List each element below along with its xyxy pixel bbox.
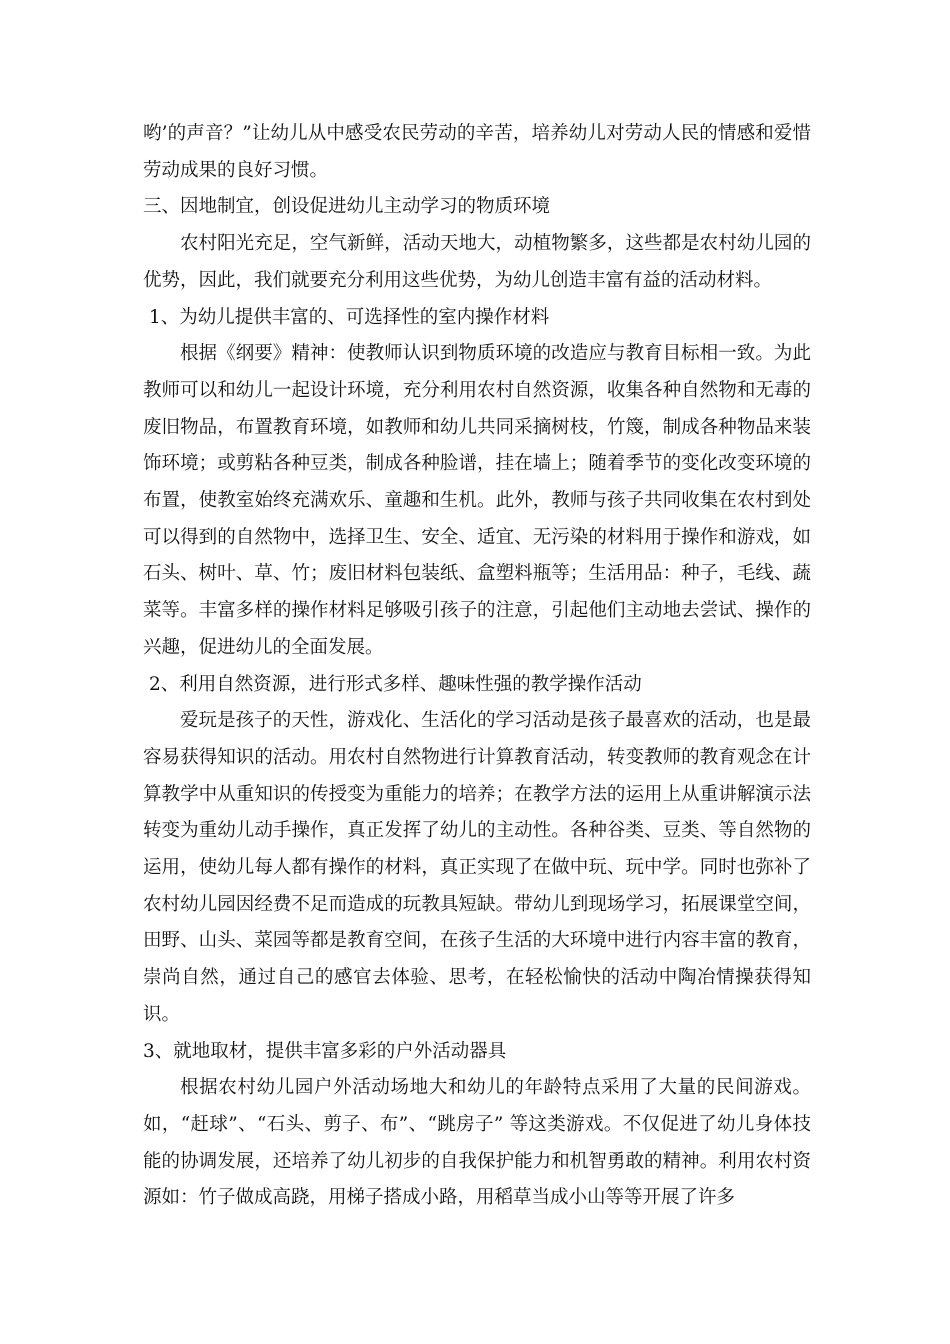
paragraph-natural-resources: 爱玩是孩子的天性，游戏化、生活化的学习活动是孩子最喜欢的活动，也是最容易获得知识的活动。用农村自然物进行计算教育活动，转变教师的教育观念在计算教学中从重知识的传授变为重能力的培养；在教学方法的运用上从重讲解演示法转变为重幼儿动手操作，真正发挥了幼儿的主动性。各种谷类、豆类、等自然物的运用，使幼儿每人都有操作的材料，真正实现了在做中玩、玩中学。同时也弥补了农村幼儿园因经费不足而造成的玩教具短缺。带幼儿到现场学习，拓展课堂空间，田野、山头、菜园等都是教育空间，在孩子生活的大环境中进行内容丰富的教育，崇尚自然，通过自己的感官去体验、思考，在轻松愉快的活动中陶冶情操获得知识。: [143, 710, 811, 1025]
subheading-1: 1、为幼儿提供丰富的、可选择性的室内操作材料: [149, 306, 550, 328]
paragraph-continued: 哟’的声音？”让幼儿从中感受农民劳动的辛苦，培养幼儿对劳动人民的情感和爱惜劳动成果的良好习惯。: [143, 123, 811, 181]
section-heading-3: 三、因地制宜，创设促进幼儿主动学习的物质环境: [143, 196, 551, 218]
paragraph-intro: 农村阳光充足，空气新鲜，活动天地大，动植物繁多，这些都是农村幼儿园的优势，因此，我们就要充分利用这些优势，为幼儿创造丰富有益的活动材料。: [143, 233, 811, 291]
subheading-3: 3、就地取材，提供丰富多彩的户外活动器具: [143, 1040, 507, 1062]
subheading-2: 2、利用自然资源，进行形式多样、趣味性强的教学操作活动: [149, 673, 642, 695]
paragraph-indoor-materials: 根据《纲要》精神：使教师认识到物质环境的改造应与教育目标相一致。为此教师可以和幼儿一起设计环境，充分利用农村自然资源，收集各种自然物和无毒的废旧物品，布置教育环境，如教师和幼儿共同采摘树枝，竹篾，制成各种物品来装饰环境；或剪粘各种豆类，制成各种脸谱，挂在墙上；随着季节的变化改变环境的布置，使教室始终充满欢乐、童趣和生机。此外，教师与孩子共同收集在农村到处可以得到的自然物中，选择卫生、安全、适宜、无污染的材料用于操作和游戏，如石头、树叶、草、竹；废旧材料包装纸、盒塑料瓶等；生活用品：种子，毛线、蔬菜等。丰富多样的操作材料足够吸引孩子的注意，引起他们主动地去尝试、操作的兴趣，促进幼儿的全面发展。: [143, 343, 811, 658]
paragraph-outdoor-equipment: 根据农村幼儿园户外活动场地大和幼儿的年龄特点采用了大量的民间游戏。如，“赶球”、“石头、剪子、布”、“跳房子” 等这类游戏。不仅促进了幼儿身体技能的协调发展，还培养了幼儿初步的自我保护能力和机智勇敢的精神。利用农村资源如：竹子做成高跷，用梯子搭成小路，用稻草当成小山等等开展了许多: [143, 1077, 811, 1209]
document-body: [143, 116, 811, 1217]
